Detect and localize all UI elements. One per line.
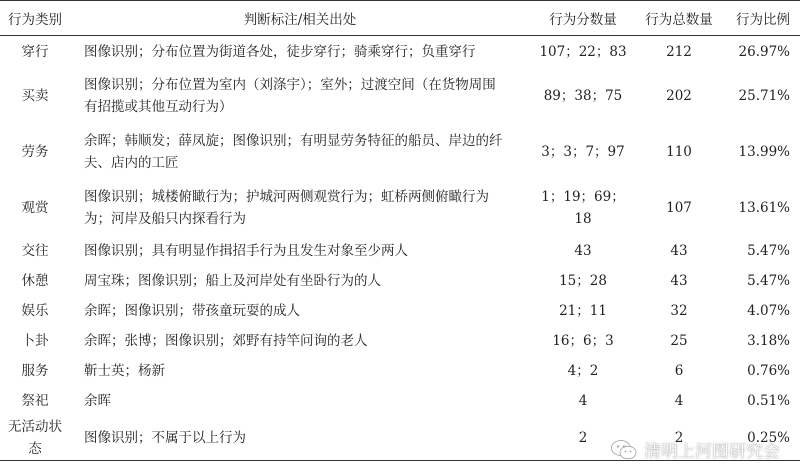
cell-note [70, 36, 532, 68]
cell-note [70, 386, 532, 416]
cell-score: 3；3；7；97 [541, 143, 625, 160]
table-header [0, 1, 800, 36]
cell-category: 交往 [21, 242, 49, 259]
cell-note [70, 416, 532, 461]
note-line: 余晖；张博；图像识别；郊野有持竿问询的老人 [84, 332, 368, 349]
note-line: 图像识别；具有明显作揖招手行为且发生对象至少两人 [84, 242, 408, 259]
cell-category: 休憩 [21, 272, 49, 289]
cell-ratio: 5.47% [747, 242, 790, 259]
cell-score: 89；38；75 [543, 87, 623, 104]
cell-score: 107；22；83 [539, 43, 627, 60]
table-row [0, 180, 800, 236]
cell-total: 2 [634, 416, 724, 461]
table-row [0, 266, 800, 296]
cell-ratio: 4.07% [747, 302, 790, 319]
table-row [0, 68, 800, 124]
table-row [0, 36, 800, 68]
header-total: 行为总数量 [634, 1, 724, 36]
note-line: 夫、店内的工匠 [84, 154, 179, 171]
cell-total: 212 [666, 43, 692, 60]
cell-total: 43 [670, 272, 688, 289]
note-line: 周宝珠；图像识别；船上及河岸处有坐卧行为的人 [84, 272, 381, 289]
cell-ratio: 3.18% [747, 332, 790, 349]
table-row [0, 356, 800, 386]
cell-note [70, 326, 532, 356]
cell-category: 无活动状态 [0, 416, 70, 461]
note-line: 图像识别；城楼俯瞰行为；护城河两侧观赏行为；虹桥两侧俯瞰行为 [84, 188, 489, 205]
note-line: 靳士英；杨新 [84, 362, 165, 379]
note-line: 有招揽或其他互动行为） [84, 98, 233, 115]
table-row [0, 326, 800, 356]
note-line: 余晖 [84, 392, 111, 409]
cell-note [70, 356, 532, 386]
cell-category: 祭祀 [21, 392, 49, 409]
watermark-text: 清明上河图研究会 [644, 442, 780, 462]
cell-total: 110 [666, 143, 692, 160]
cell-note [70, 296, 532, 326]
cell-score: 4 [578, 392, 588, 409]
cell-total: 202 [666, 87, 692, 104]
table-body [0, 36, 800, 461]
cell-note [70, 266, 532, 296]
cell-note [70, 68, 532, 124]
header-category: 行为类别 [0, 1, 70, 36]
cell-score: 1；19；69；18 [541, 188, 625, 227]
cell-ratio: 13.61% [738, 199, 790, 216]
cell-ratio: 25.71% [738, 87, 790, 104]
cell-category: 娱乐 [21, 302, 49, 319]
cell-category: 买卖 [21, 87, 49, 104]
note-line: 为；河岸及船只内探看行为 [84, 210, 246, 227]
cell-category: 穿行 [21, 43, 49, 60]
header-score: 行为分数量 [532, 1, 634, 36]
cell-ratio: 0.51% [747, 392, 790, 409]
cell-total: 107 [666, 199, 692, 216]
cell-total: 32 [670, 302, 688, 319]
cell-ratio: 0.25% [724, 416, 800, 461]
note-line: 余晖；韩顺发；薛凤旋；图像识别；有明显劳务特征的船员、岸边的纤 [84, 132, 503, 149]
cell-total: 25 [670, 332, 688, 349]
cell-score: 15；28 [559, 272, 607, 289]
header-ratio: 行为比例 [724, 1, 800, 36]
table-row [0, 296, 800, 326]
cell-score: 2 [532, 416, 634, 461]
cell-category: 卜卦 [21, 332, 49, 349]
table-row [0, 124, 800, 180]
table-row [0, 386, 800, 416]
note-line: 图像识别；分布位置为街道各处，徒步穿行；骑乘穿行；负重穿行 [84, 43, 476, 60]
cell-ratio: 13.99% [738, 143, 790, 160]
cell-ratio: 26.97% [738, 43, 790, 60]
cell-category: 观赏 [21, 199, 49, 216]
cell-ratio: 0.76% [747, 362, 790, 379]
note-line: 图像识别；不属于以上行为 [84, 429, 246, 446]
note-line: 余晖；图像识别；带孩童玩耍的成人 [84, 302, 300, 319]
header-row [0, 1, 800, 36]
table-row [0, 236, 800, 266]
cell-category: 劳务 [21, 143, 49, 160]
cell-note [70, 236, 532, 266]
table-row [0, 416, 800, 461]
cell-note [70, 124, 532, 180]
cell-score: 43 [574, 242, 592, 259]
cell-ratio: 5.47% [747, 272, 790, 289]
cell-score: 21；11 [559, 302, 607, 319]
cell-total: 43 [670, 242, 688, 259]
cell-category: 服务 [21, 362, 49, 379]
cell-note [70, 180, 532, 236]
header-note: 判断标注/相关出处 [70, 1, 532, 36]
cell-total: 6 [674, 362, 684, 379]
cell-total: 4 [674, 392, 684, 409]
cell-score: 16；6；3 [552, 332, 614, 349]
note-line: 图像识别；分布位置为室内（刘涤宇）；室外；过渡空间（在货物周围 [84, 76, 496, 93]
cell-score: 4；2 [567, 362, 599, 379]
